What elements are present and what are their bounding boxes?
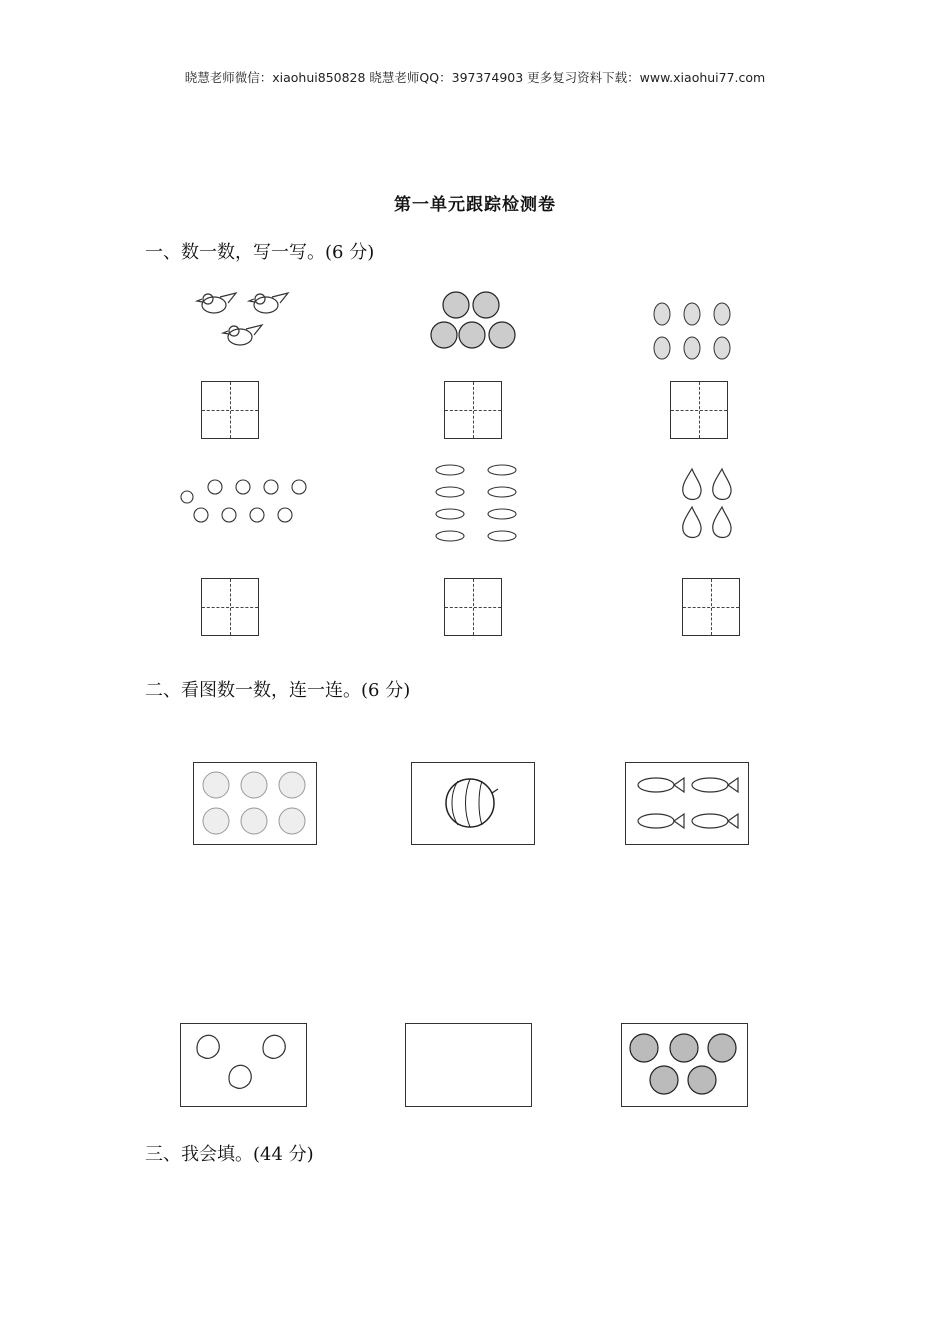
- watermelon-icon: [412, 763, 532, 843]
- pineapples-group: [648, 292, 738, 364]
- apples-group: [428, 287, 528, 357]
- section-1-title: 一、数一数，写一写。(6 分): [145, 242, 375, 263]
- picture-card-watermelon[interactable]: [411, 762, 535, 845]
- picture-card-fish[interactable]: [625, 762, 749, 845]
- section-2-title: 二、看图数一数，连一连。(6 分): [145, 680, 411, 701]
- picture-card-flowers[interactable]: [193, 762, 317, 845]
- answer-box-3[interactable]: [670, 381, 728, 439]
- apple-icon: [431, 292, 515, 348]
- fish-icon: [436, 465, 516, 541]
- answer-box-5[interactable]: [444, 578, 502, 636]
- picture-card-peaches[interactable]: [180, 1023, 307, 1107]
- pear-icon: [683, 469, 731, 538]
- snails-group: [175, 475, 330, 530]
- page-header: 晓慧老师微信：xiaohui850828 晓慧老师QQ：397374903 更多复习资料下载：www.xiaohui77.com: [184, 70, 766, 85]
- picture-card-empty[interactable]: [405, 1023, 532, 1107]
- answer-box-4[interactable]: [201, 578, 259, 636]
- apple-icon: [630, 1034, 736, 1094]
- fishes-group: [428, 460, 533, 548]
- pineapple-icon: [654, 303, 730, 359]
- fish-icon: [638, 778, 738, 828]
- page-title: 第一单元跟踪检测卷: [394, 195, 556, 215]
- peaches-group: [181, 1024, 305, 1104]
- bird-icon: [197, 293, 288, 345]
- section-3-title: 三、我会填。(44 分): [145, 1144, 314, 1165]
- answer-box-2[interactable]: [444, 381, 502, 439]
- birds-group: [190, 283, 310, 363]
- fish-group-2: [626, 763, 746, 843]
- flower-icon: [203, 772, 305, 834]
- answer-box-1[interactable]: [201, 381, 259, 439]
- apples-group-2: [622, 1024, 746, 1104]
- pears-group: [676, 465, 746, 545]
- flowers-group: [194, 763, 314, 843]
- answer-box-6[interactable]: [682, 578, 740, 636]
- picture-card-apples[interactable]: [621, 1023, 748, 1107]
- snail-icon: [181, 480, 306, 522]
- peach-icon: [197, 1035, 285, 1088]
